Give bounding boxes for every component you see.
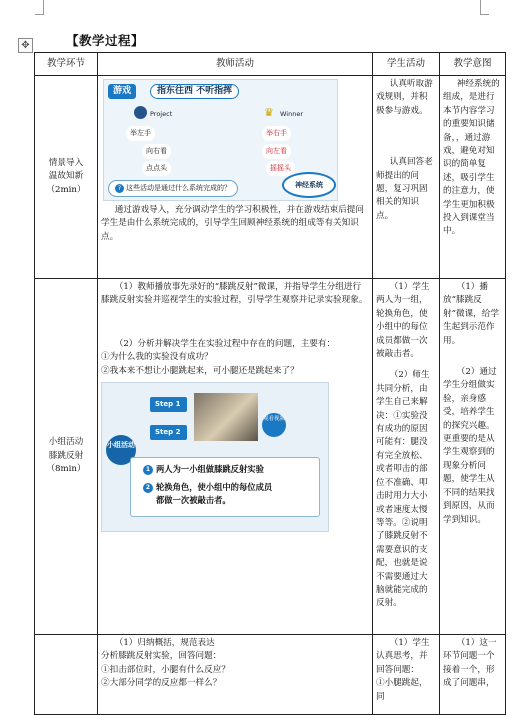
intent-text-warmup: 神经系统的组成，是进行本节内容学习的重要知识储备，，通过游戏，避免对知识的简单复述，吸引学生的注意力，使学生更加积极投入到课堂当中。 bbox=[443, 79, 500, 237]
spacer bbox=[443, 348, 502, 366]
teacher-activity-group bbox=[98, 279, 373, 635]
stage-cell-group-activity bbox=[35, 279, 98, 635]
game-question: 这些活动是通过什么系统完成的？ bbox=[126, 184, 231, 192]
activity-instructions bbox=[130, 457, 320, 517]
teacher-summary-1: （1）归纳概括，规范表达 bbox=[114, 638, 215, 648]
bubble-right: 摇摇头 bbox=[266, 161, 295, 176]
intent-paragraph-1: （1）播放“膝跳反射”微课，给学生起到示范作用。 bbox=[443, 282, 499, 346]
teacher-question-1: ①为什么我的实验没有成功？ bbox=[101, 352, 213, 363]
student-activity-warmup bbox=[373, 76, 440, 279]
student-activity-summary bbox=[373, 635, 440, 715]
section-title: 【教学过程】 bbox=[66, 33, 145, 48]
header-teacher-activity: 教师活动 bbox=[98, 53, 373, 76]
student-text-b: 认真回答老师提出的问题，复习巩固相关的知识点。 bbox=[376, 157, 433, 221]
table-row-group-activity bbox=[35, 279, 506, 635]
intent-summary-text: （1）这一环节问题一个接着一个，形成了问题串， bbox=[443, 638, 497, 689]
spacer bbox=[376, 118, 436, 156]
teacher-question-2: ②我本来不想让小腿跳起来，可小腿还是跳起来了？ bbox=[101, 365, 299, 376]
game-figure bbox=[103, 79, 338, 201]
winner-label: Winner bbox=[280, 110, 304, 118]
step-2-label: Step 2 bbox=[150, 425, 187, 440]
header-student-activity: 学生活动 bbox=[373, 53, 440, 76]
teacher-summary-q2: ②大部分同学的反应都一样么？ bbox=[101, 678, 222, 689]
person-icon bbox=[134, 106, 147, 119]
student-paragraph-1: （1）学生两人为一组，轮换角色，使小组中的每位成员都做一次被敲击者。 bbox=[376, 282, 430, 360]
page-corner-mark-left bbox=[35, 0, 44, 15]
stage-duration: （2min） bbox=[46, 184, 86, 195]
stage-line: 膝跳反射 bbox=[48, 450, 84, 461]
number-2-icon: 2 bbox=[143, 483, 153, 493]
instruction-text-1: 两人为一小组做膝跳反射实验 bbox=[156, 464, 264, 475]
bubble-right: 向左看 bbox=[262, 144, 291, 159]
step-1-label: Step 1 bbox=[150, 397, 187, 412]
game-title: 指东往西 不听指挥 bbox=[150, 84, 239, 99]
project-label: Project bbox=[150, 110, 173, 118]
number-1-icon: 1 bbox=[143, 465, 153, 475]
watch-video-button[interactable]: 观看视频 bbox=[262, 413, 286, 437]
instruction-text-2: 轮换角色，使小组中的每位成员 bbox=[156, 482, 273, 493]
instruction-line-2 bbox=[143, 482, 272, 493]
teacher-summary-q1: ①扣击部位时，小腿有什么反应？ bbox=[101, 664, 230, 675]
table-row-summary bbox=[35, 635, 506, 715]
intent-group bbox=[440, 279, 506, 635]
bubble-left: 举左手 bbox=[126, 126, 155, 141]
stage-cell-summary bbox=[35, 635, 98, 715]
teacher-text-warmup: 通过游戏导入，充分调动学生的学习积极性，并在游戏结束后提问学生是由什么系统完成的，引导学生回顾神经系统的组成等有关知识点。 bbox=[101, 205, 364, 242]
teacher-paragraph-2: （2）分析并解决学生在实验过程中存在的问题，主要有： bbox=[114, 338, 336, 349]
bubble-left: 点点头 bbox=[142, 161, 171, 176]
game-badge: 游戏 bbox=[108, 84, 136, 99]
spacer bbox=[376, 361, 436, 369]
student-paragraph-2: （2）师生共同分析，由学生自己来解决：①实验没有成功的原因可能有：腿没有完全放松、或者叩击的部位不准确、叩击时用力大小或者速度太慢等等。②说明了膝跳反射不需要意识的支配，也就是说不需要通过大脑就能完成的反射。 bbox=[376, 370, 430, 609]
student-summary-1: （1）学生认真思考，并回答问题： bbox=[376, 638, 430, 675]
intent-summary bbox=[440, 635, 506, 715]
teacher-activity-warmup bbox=[98, 76, 373, 279]
question-icon: ? bbox=[115, 184, 124, 193]
knee-reflex-photo bbox=[194, 393, 258, 441]
table-move-handle-icon[interactable]: ✥ bbox=[18, 38, 33, 53]
student-text-a: 认真听取游戏规则，并积极参与游戏。 bbox=[376, 79, 433, 116]
bubble-left: 向右看 bbox=[142, 144, 171, 159]
table-row-warmup bbox=[35, 76, 506, 279]
instruction-line-3: 都做一次被敲击者。 bbox=[156, 495, 231, 506]
game-question-bar bbox=[108, 180, 238, 197]
teacher-summary-2: 分析膝跳反射实验，回答问题： bbox=[101, 651, 222, 662]
teacher-activity-summary bbox=[98, 635, 373, 715]
header-stage: 教学环节 bbox=[35, 53, 98, 76]
bubble-right: 举右手 bbox=[262, 126, 291, 141]
intent-warmup bbox=[440, 76, 506, 279]
student-summary-2: ①小腿跳起，同 bbox=[376, 678, 428, 702]
table-header-row bbox=[35, 53, 506, 76]
intent-paragraph-2: （2）通过学生分组做实验，亲身感受，培养学生的探究兴趣。更重要的是从学生观察到的现象分析问题，使学生从不同的结果找到原因，从而学到知识。 bbox=[443, 367, 497, 525]
student-activity-group bbox=[373, 279, 440, 635]
instruction-line-1 bbox=[143, 464, 264, 475]
nervous-system-answer: 神经系统 bbox=[282, 172, 336, 198]
header-teaching-intent: 教学意图 bbox=[440, 53, 506, 76]
stage-cell-warmup bbox=[35, 76, 98, 279]
spacer bbox=[101, 308, 369, 338]
stage-duration: （8min） bbox=[46, 464, 86, 475]
stage-line: 小组活动 bbox=[48, 437, 84, 448]
stage-line: 温故知新 bbox=[48, 171, 84, 182]
group-activity-figure bbox=[101, 382, 329, 532]
trophy-icon: ♛ bbox=[264, 106, 274, 119]
teaching-process-table bbox=[34, 52, 506, 715]
teacher-paragraph-1: （1）教师播放事先录好的“膝跳反射”微课，并指导学生分组进行膝跳反射实验并巡视学生的实验过程，引导学生观察并记录实验现象。 bbox=[101, 282, 368, 306]
group-activity-badge: 小组活动 bbox=[106, 435, 136, 465]
page-corner-mark-right bbox=[480, 0, 489, 15]
stage-line: 情景导入 bbox=[48, 157, 84, 168]
